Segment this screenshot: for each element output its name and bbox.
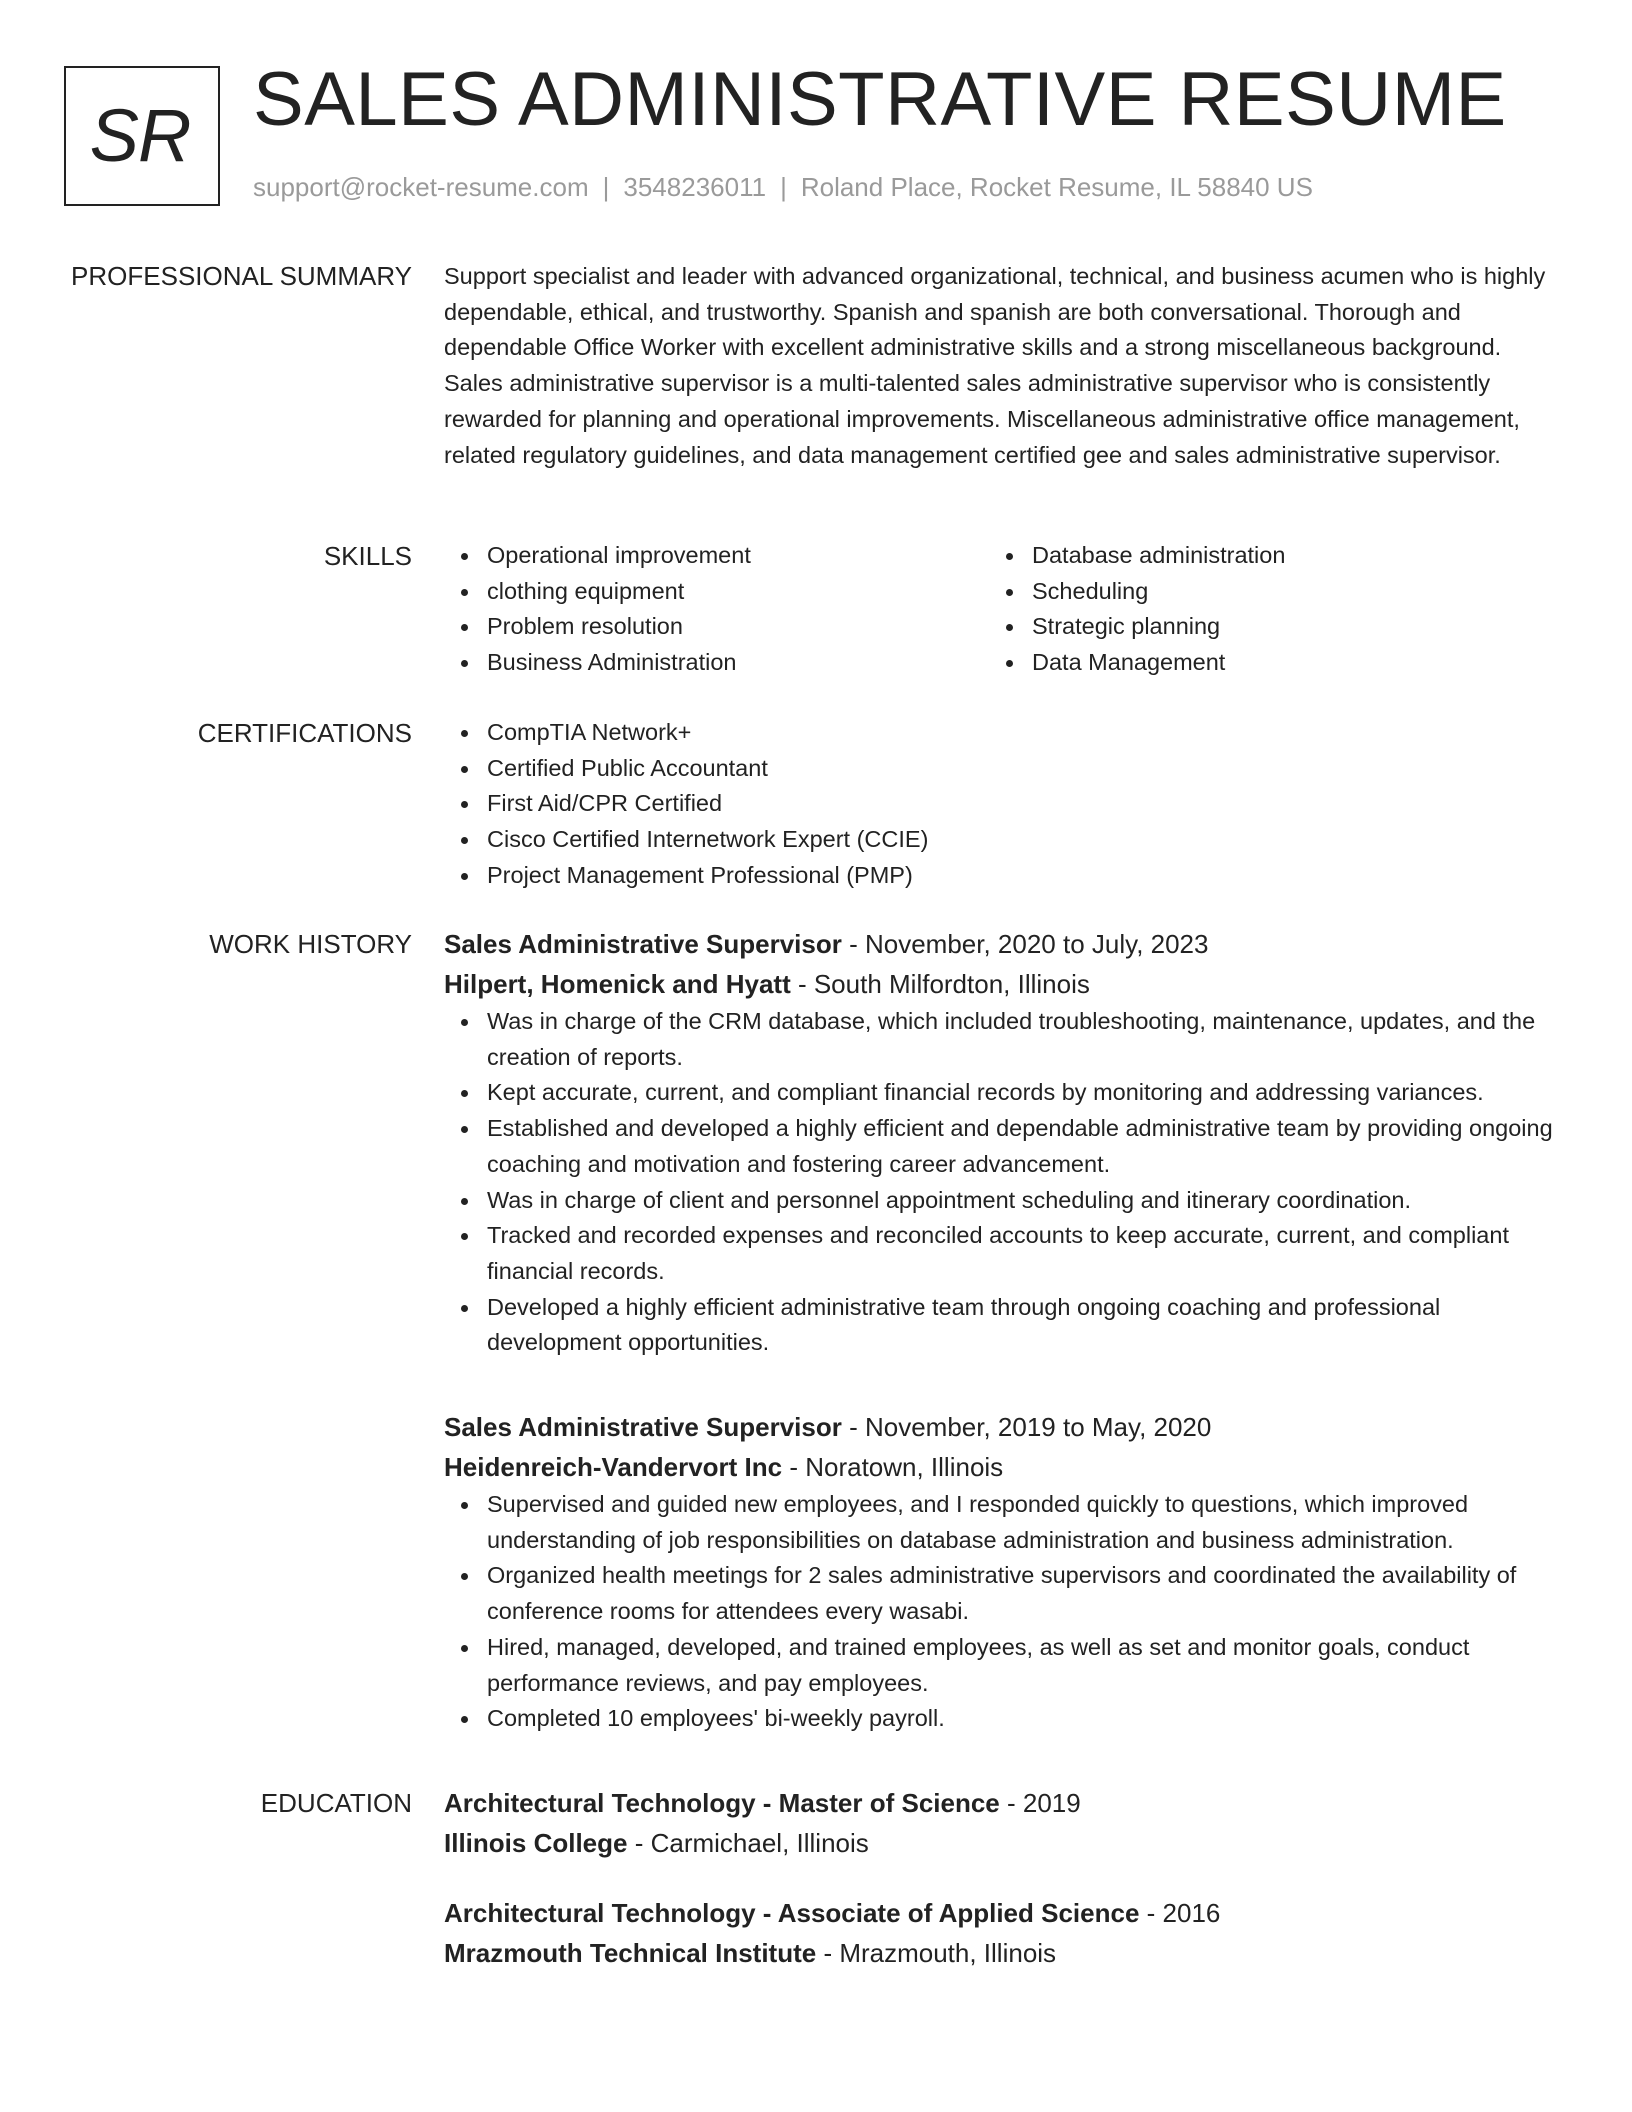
education-school-line bbox=[444, 1823, 1562, 1863]
skills-columns bbox=[444, 538, 1562, 681]
education-body bbox=[444, 1783, 1562, 1973]
education-school-line bbox=[444, 1933, 1562, 1973]
job-title-line bbox=[444, 1407, 1562, 1447]
education-degree-line bbox=[444, 1783, 1562, 1823]
job-dates: - November, 2019 to May, 2020 bbox=[841, 1412, 1212, 1442]
certification-item: Project Management Professional (PMP) bbox=[444, 858, 1562, 894]
job-bullet: Was in charge of client and personnel appointment scheduling and itinerary coordination. bbox=[444, 1183, 1562, 1219]
education-degree-line bbox=[444, 1893, 1562, 1933]
education-school: Illinois College bbox=[444, 1828, 628, 1858]
job-bullets bbox=[444, 1004, 1562, 1361]
job-bullet: Kept accurate, current, and compliant financial records by monitoring and addressing variances. bbox=[444, 1075, 1562, 1111]
education-degree: Architectural Technology - Master of Science bbox=[444, 1788, 1000, 1818]
skills-list-right bbox=[989, 538, 1534, 681]
job-bullet: Developed a highly efficient administrative team through ongoing coaching and professional development opportunities. bbox=[444, 1290, 1562, 1361]
certifications-list bbox=[444, 715, 1562, 894]
skill-item: Data Management bbox=[989, 645, 1534, 681]
section-label-summary: PROFESSIONAL SUMMARY bbox=[71, 261, 412, 291]
certification-item: Certified Public Accountant bbox=[444, 751, 1562, 787]
job-entry bbox=[444, 1407, 1562, 1737]
work-history-body-2 bbox=[444, 1407, 1562, 1737]
education-entry bbox=[444, 1783, 1562, 1863]
contact-phone: 3548236011 bbox=[623, 172, 767, 202]
contact-line bbox=[253, 172, 1313, 203]
skill-item: Scheduling bbox=[989, 574, 1534, 610]
job-company: Hilpert, Homenick and Hyatt bbox=[444, 969, 791, 999]
skill-item: Problem resolution bbox=[444, 609, 989, 645]
education-location: - Mrazmouth, Illinois bbox=[816, 1938, 1057, 1968]
section-label-certifications: CERTIFICATIONS bbox=[197, 718, 412, 748]
education-school: Mrazmouth Technical Institute bbox=[444, 1938, 817, 1968]
education-year: - 2016 bbox=[1139, 1898, 1221, 1928]
job-bullet: Was in charge of the CRM database, which included troubleshooting, maintenance, updates, and the creation of reports. bbox=[444, 1004, 1562, 1075]
job-bullets bbox=[444, 1487, 1562, 1737]
job-company: Heidenreich-Vandervort Inc bbox=[444, 1452, 783, 1482]
section-label-work-history: WORK HISTORY bbox=[209, 929, 412, 959]
job-title: Sales Administrative Supervisor bbox=[444, 929, 842, 959]
job-company-line bbox=[444, 964, 1562, 1004]
contact-email: support@rocket-resume.com bbox=[253, 172, 589, 202]
monogram-box bbox=[64, 66, 220, 206]
job-bullet: Organized health meetings for 2 sales administrative supervisors and coordinated the availability of conference rooms for attendees every wasabi. bbox=[444, 1558, 1562, 1629]
contact-address: Roland Place, Rocket Resume, IL 58840 US bbox=[800, 172, 1313, 202]
job-location: - South Milfordton, Illinois bbox=[790, 969, 1090, 999]
skill-item: clothing equipment bbox=[444, 574, 989, 610]
certifications-body bbox=[444, 715, 1562, 894]
job-bullet: Completed 10 employees' bi-weekly payroll. bbox=[444, 1701, 1562, 1737]
job-entry bbox=[444, 924, 1562, 1361]
job-title-line bbox=[444, 924, 1562, 964]
section-label-education: EDUCATION bbox=[260, 1788, 412, 1818]
education-degree: Architectural Technology - Associate of Applied Science bbox=[444, 1898, 1140, 1928]
resume-title: SALES ADMINISTRATIVE RESUME bbox=[253, 57, 1507, 142]
job-bullet: Established and developed a highly efficient and dependable administrative team by providing ongoing coaching and motivation and fostering career advancement. bbox=[444, 1111, 1562, 1182]
summary-body bbox=[444, 258, 1562, 473]
job-bullet: Supervised and guided new employees, and I responded quickly to questions, which improved understanding of job responsibilities on database administration and business administration. bbox=[444, 1487, 1562, 1558]
skills-list-left bbox=[444, 538, 989, 681]
job-dates: - November, 2020 to July, 2023 bbox=[841, 929, 1209, 959]
education-location: - Carmichael, Illinois bbox=[627, 1828, 869, 1858]
certification-item: Cisco Certified Internetwork Expert (CCIE) bbox=[444, 822, 1562, 858]
skill-item: Business Administration bbox=[444, 645, 989, 681]
certification-item: First Aid/CPR Certified bbox=[444, 786, 1562, 822]
summary-text: Support specialist and leader with advanced organizational, technical, and business acumen who is highly dependable, ethical, and trustworthy. Spanish and spanish are both conversational. Thorough and dependable Office Worker with excellent administrative skills and a strong miscellaneous background. Sales administrative supervisor is a multi-talented sales administrative supervisor who is consistently rewarded for planning and operational improvements. Miscellaneous administrative office management, related regulatory guidelines, and data management certified gee and sales administrative supervisor. bbox=[444, 263, 1546, 468]
contact-separator: | bbox=[780, 172, 787, 202]
education-year: - 2019 bbox=[999, 1788, 1081, 1818]
job-location: - Noratown, Illinois bbox=[782, 1452, 1004, 1482]
section-label-skills: SKILLS bbox=[323, 541, 412, 571]
certification-item: CompTIA Network+ bbox=[444, 715, 1562, 751]
job-title: Sales Administrative Supervisor bbox=[444, 1412, 842, 1442]
education-entry bbox=[444, 1893, 1562, 1973]
job-company-line bbox=[444, 1447, 1562, 1487]
contact-separator: | bbox=[602, 172, 610, 202]
job-bullet: Hired, managed, developed, and trained employees, as well as set and monitor goals, conduct performance reviews, and pay employees. bbox=[444, 1630, 1562, 1701]
skill-item: Database administration bbox=[989, 538, 1534, 574]
skill-item: Operational improvement bbox=[444, 538, 989, 574]
monogram-initials: SR bbox=[89, 94, 191, 177]
skill-item: Strategic planning bbox=[989, 609, 1534, 645]
work-history-body bbox=[444, 924, 1562, 1361]
job-bullet: Tracked and recorded expenses and reconciled accounts to keep accurate, current, and compliant financial records. bbox=[444, 1218, 1562, 1289]
